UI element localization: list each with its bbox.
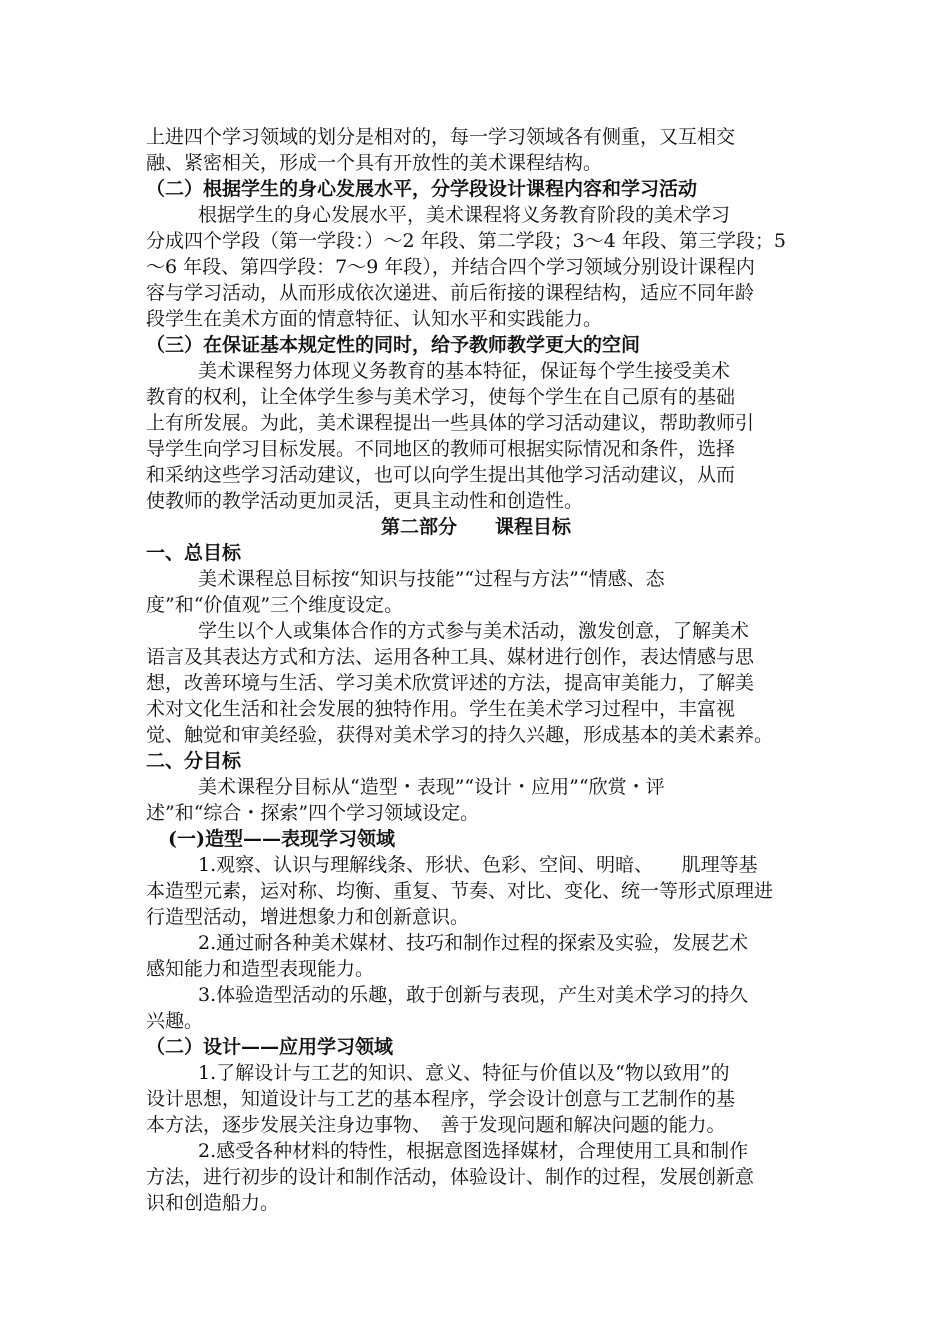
section-heading: （二）根据学生的身心发展水平，分学段设计课程内容和学习活动 [146, 178, 698, 200]
paragraph-line: 感知能力和造型表现能力。 [146, 958, 375, 980]
paragraph-line: 融、紧密相关，形成一个具有开放性的美术课程结构。 [146, 152, 603, 174]
paragraph-line: 本方法，逐步发展关注身边事物、 善于发现问题和解决问题的能力。 [146, 1114, 726, 1136]
paragraph-line: 容与学习活动，从而形成依次递进、前后衔接的课程结构，适应不同年龄 [146, 282, 755, 304]
paragraph-line: ～6 年段、第四学段：7～9 年段），并结合四个学习领域分别设计课程内 [146, 256, 755, 278]
paragraph-line: 3.体验造型活动的乐趣，敢于创新与表现，产生对美术学习的持久 [198, 984, 749, 1006]
paragraph-line: 导学生向学习目标发展。不同地区的教师可根据实际情况和条件，选择 [146, 438, 736, 460]
paragraph-line: 美术课程分目标从“造型・表现”“设计・应用”“欣赏・评 [198, 776, 665, 798]
paragraph-line: 使教师的教学活动更加灵活，更具主动性和创造性。 [146, 490, 584, 512]
paragraph-line: 度”和“价值观”三个维度设定。 [146, 594, 404, 616]
paragraph-line: 兴趣。 [146, 1010, 204, 1032]
domain-heading: (一)造型——表现学习领域 [168, 828, 395, 850]
paragraph-line: 段学生在美术方面的情意特征、认知水平和实践能力。 [146, 308, 603, 330]
domain-heading: （二）设计——应用学习领域 [146, 1036, 394, 1058]
paragraph-line: 本造型元素，运对称、均衡、重复、节奏、对比、变化、统一等形式原理进 [146, 880, 774, 902]
paragraph-line: 美术课程努力体现义务教育的基本特征，保证每个学生接受美术 [198, 360, 731, 382]
paragraph-line: 教育的权利，让全体学生参与美术学习，使每个学生在自己原有的基础 [146, 386, 736, 408]
paragraph-line: 根据学生的身心发展水平，美术课程将义务教育阶段的美术学习 [198, 204, 731, 226]
paragraph-line: 2.感受各种材料的特性，根据意图选择媒材，合理使用工具和制作 [198, 1140, 749, 1162]
paragraph-line: 行造型活动，增进想象力和创新意识。 [146, 906, 470, 928]
paragraph-line: 上有所发展。为此，美术课程提出一些具体的学习活动建议，帮助教师引 [146, 412, 755, 434]
paragraph-line: 上进四个学习领域的划分是相对的，每一学习领域各有侧重，又互相交 [146, 126, 736, 148]
paragraph-line: 语言及其表达方式和方法、运用各种工具、媒材进行创作，表达情感与思 [146, 646, 755, 668]
paragraph-line: 学生以个人或集体合作的方式参与美术活动，激发创意，了解美术 [198, 620, 750, 642]
paragraph-line: 想，改善环境与生活、学习美术欣赏评述的方法，提高审美能力，了解美 [146, 672, 755, 694]
paragraph-line: 识和创造船力。 [146, 1192, 280, 1214]
goal-heading: 一、总目标 [146, 542, 242, 564]
paragraph-line: 觉、触觉和审美经验，获得对美术学习的持久兴趣，形成基本的美术素养。 [146, 724, 774, 746]
paragraph-line: 设计思想，知道设计与工艺的基本程序，学会设计创意与工艺制作的基 [146, 1088, 736, 1110]
part-title: 第二部分 课程目标 [380, 516, 571, 538]
paragraph-line: 分成四个学段（第一学段：）～2 年段、第二学段；3～4 年段、第三学段；5 [146, 230, 786, 252]
paragraph-line: 方法，进行初步的设计和制作活动，体验设计、制作的过程，发展创新意 [146, 1166, 755, 1188]
paragraph-line: 1.了解设计与工艺的知识、意义、特征与价值以及“物以致用”的 [198, 1062, 730, 1084]
paragraph-line: 1.观察、认识与理解线条、形状、色彩、空间、明暗、 肌理等基 [198, 854, 758, 876]
paragraph-line: 述”和“综合・探索”四个学习领域设定。 [146, 802, 480, 824]
paragraph-line: 和采纳这些学习活动建议，也可以向学生提出其他学习活动建议，从而 [146, 464, 736, 486]
goal-heading: 二、分目标 [146, 750, 242, 772]
paragraph-line: 术对文化生活和社会发展的独特作用。学生在美术学习过程中，丰富视 [146, 698, 736, 720]
paragraph-line: 美术课程总目标按“知识与技能”“过程与方法”“情感、态 [198, 568, 665, 590]
paragraph-line: 2.通过耐各种美术媒材、技巧和制作过程的探索及实验，发展艺术 [198, 932, 749, 954]
section-heading: （三）在保证基本规定性的同时，给予教师教学更大的空间 [146, 334, 641, 356]
